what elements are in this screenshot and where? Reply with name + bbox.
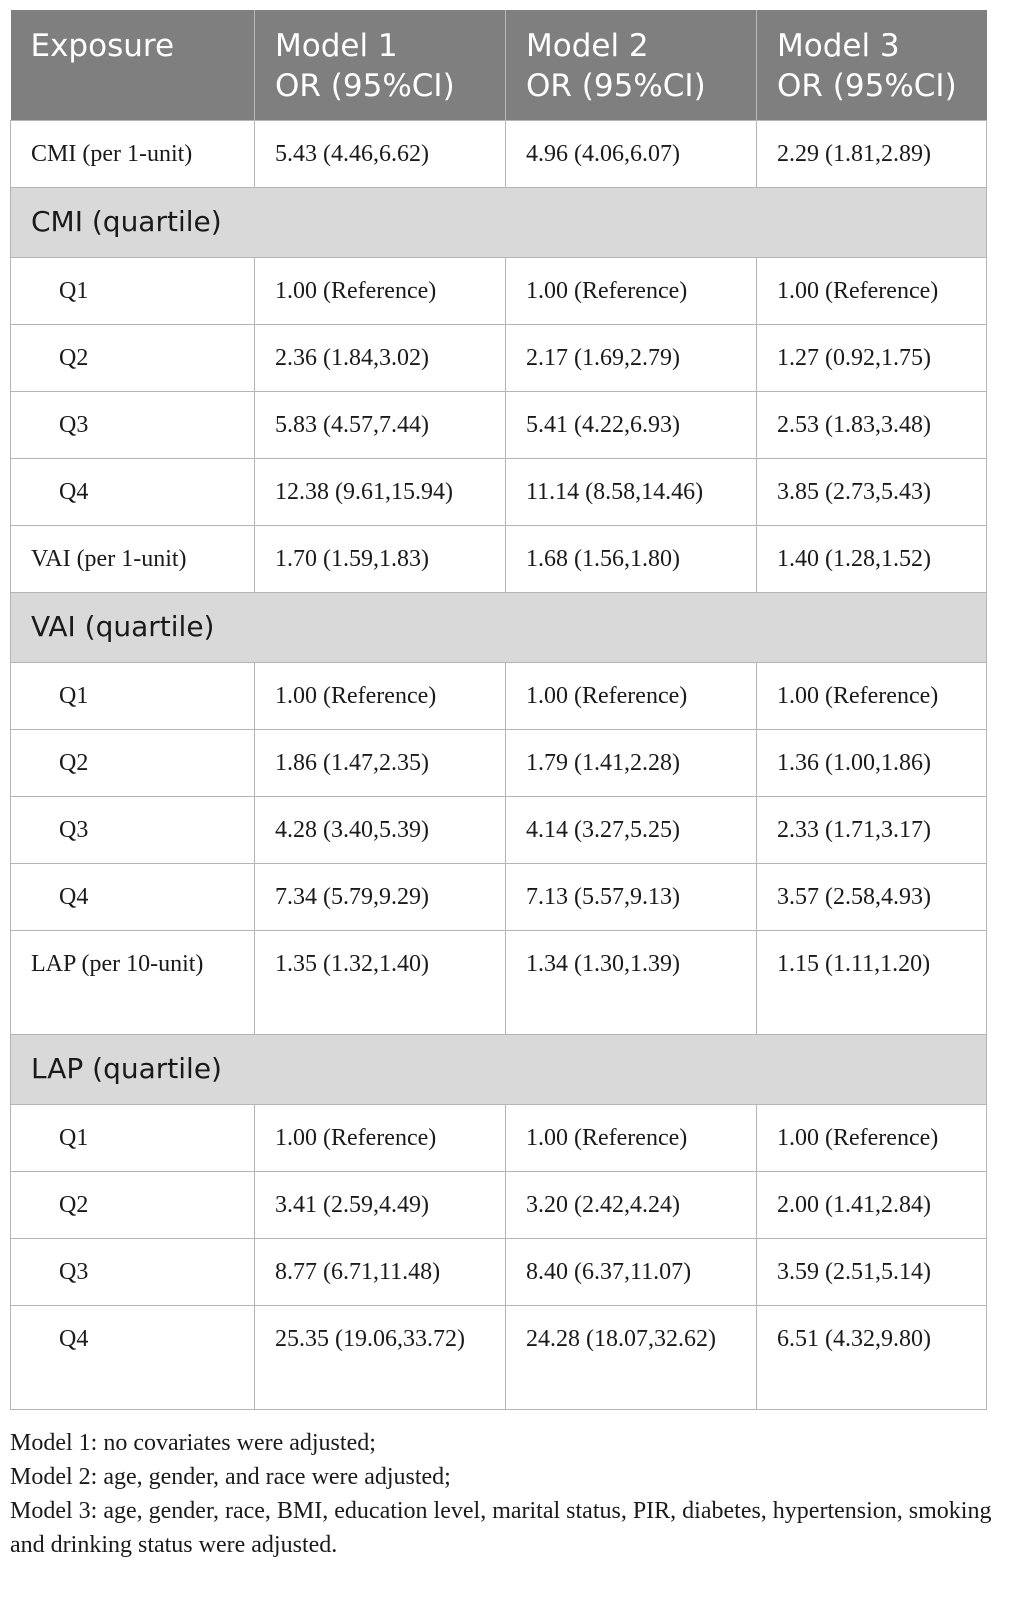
model-2-cell: 11.14 (8.58,14.46) xyxy=(506,459,757,526)
model-2-cell: 3.20 (2.42,4.24) xyxy=(506,1172,757,1239)
table-row xyxy=(11,1105,987,1172)
footnote-model-2: Model 2: age, gender, and race were adjusted; xyxy=(10,1464,451,1490)
model-1-cell: 2.36 (1.84,3.02) xyxy=(255,325,506,392)
table-row xyxy=(11,797,987,864)
model-2-cell: 1.00 (Reference) xyxy=(506,1105,757,1172)
model-1-cell: 5.43 (4.46,6.62) xyxy=(255,121,506,188)
table-row xyxy=(11,258,987,325)
model-1-cell: 1.35 (1.32,1.40) xyxy=(255,931,506,1035)
exposure-cell: VAI (per 1-unit) xyxy=(11,526,255,593)
section-label: VAI (quartile) xyxy=(11,593,987,663)
header-exposure xyxy=(11,10,255,121)
model-2-cell: 7.13 (5.57,9.13) xyxy=(506,864,757,931)
model-1-cell: 25.35 (19.06,33.72) xyxy=(255,1306,506,1410)
header-line1: Model 2 xyxy=(526,28,649,64)
model-3-cell: 2.29 (1.81,2.89) xyxy=(757,121,987,188)
model-3-cell: 3.85 (2.73,5.43) xyxy=(757,459,987,526)
exposure-cell: Q3 xyxy=(11,392,255,459)
model-1-cell: 1.00 (Reference) xyxy=(255,258,506,325)
model-1-cell: 8.77 (6.71,11.48) xyxy=(255,1239,506,1306)
model-3-cell: 1.40 (1.28,1.52) xyxy=(757,526,987,593)
model-3-cell: 2.33 (1.71,3.17) xyxy=(757,797,987,864)
model-2-cell: 8.40 (6.37,11.07) xyxy=(506,1239,757,1306)
exposure-cell: Q4 xyxy=(11,459,255,526)
model-2-cell: 1.34 (1.30,1.39) xyxy=(506,931,757,1035)
exposure-cell: LAP (per 10-unit) xyxy=(11,931,255,1035)
model-2-cell: 4.96 (4.06,6.07) xyxy=(506,121,757,188)
table-row xyxy=(11,663,987,730)
model-1-cell: 1.00 (Reference) xyxy=(255,663,506,730)
results-table-container xyxy=(10,10,986,1410)
exposure-cell: Q1 xyxy=(11,663,255,730)
model-3-cell: 1.36 (1.00,1.86) xyxy=(757,730,987,797)
model-3-cell: 1.00 (Reference) xyxy=(757,258,987,325)
header-line2: OR (95%CI) xyxy=(275,68,455,104)
model-1-cell: 1.86 (1.47,2.35) xyxy=(255,730,506,797)
header-line1: Exposure xyxy=(30,28,175,64)
model-1-cell: 1.70 (1.59,1.83) xyxy=(255,526,506,593)
model-3-cell: 3.59 (2.51,5.14) xyxy=(757,1239,987,1306)
exposure-cell: Q4 xyxy=(11,1306,255,1410)
model-1-cell: 7.34 (5.79,9.29) xyxy=(255,864,506,931)
table-row xyxy=(11,864,987,931)
model-3-cell: 1.00 (Reference) xyxy=(757,1105,987,1172)
model-1-cell: 5.83 (4.57,7.44) xyxy=(255,392,506,459)
model-3-cell: 1.27 (0.92,1.75) xyxy=(757,325,987,392)
model-2-cell: 1.00 (Reference) xyxy=(506,663,757,730)
table-row xyxy=(11,459,987,526)
model-2-cell: 4.14 (3.27,5.25) xyxy=(506,797,757,864)
model-2-cell: 1.79 (1.41,2.28) xyxy=(506,730,757,797)
model-3-cell: 3.57 (2.58,4.93) xyxy=(757,864,987,931)
header-model-2 xyxy=(506,10,757,121)
model-2-cell: 2.17 (1.69,2.79) xyxy=(506,325,757,392)
header-line2: OR (95%CI) xyxy=(777,68,957,104)
table-row xyxy=(11,730,987,797)
model-3-cell: 2.53 (1.83,3.48) xyxy=(757,392,987,459)
header-line2: OR (95%CI) xyxy=(526,68,706,104)
model-3-cell: 1.00 (Reference) xyxy=(757,663,987,730)
table-row xyxy=(11,1172,987,1239)
footnote-model-3: Model 3: age, gender, race, BMI, education level, marital status, PIR, diabetes, hypertension, smoking and drinking status were adjusted. xyxy=(10,1498,992,1558)
exposure-cell: Q2 xyxy=(11,325,255,392)
model-1-cell: 4.28 (3.40,5.39) xyxy=(255,797,506,864)
exposure-cell: Q1 xyxy=(11,258,255,325)
model-1-cell: 3.41 (2.59,4.49) xyxy=(255,1172,506,1239)
model-2-cell: 5.41 (4.22,6.93) xyxy=(506,392,757,459)
header-model-1 xyxy=(255,10,506,121)
table-footnotes xyxy=(10,1426,1000,1562)
table-row xyxy=(11,392,987,459)
table-row xyxy=(11,325,987,392)
model-2-cell: 1.68 (1.56,1.80) xyxy=(506,526,757,593)
table-row xyxy=(11,1306,987,1410)
model-3-cell: 6.51 (4.32,9.80) xyxy=(757,1306,987,1410)
model-1-cell: 12.38 (9.61,15.94) xyxy=(255,459,506,526)
exposure-cell: Q3 xyxy=(11,797,255,864)
table-row xyxy=(11,526,987,593)
exposure-cell: Q3 xyxy=(11,1239,255,1306)
model-3-cell: 1.15 (1.11,1.20) xyxy=(757,931,987,1035)
header-line1: Model 3 xyxy=(777,28,900,64)
exposure-cell: Q2 xyxy=(11,1172,255,1239)
exposure-cell: Q2 xyxy=(11,730,255,797)
odds-ratio-table xyxy=(10,10,987,1410)
model-2-cell: 1.00 (Reference) xyxy=(506,258,757,325)
section-header-row xyxy=(11,1035,987,1105)
table-row xyxy=(11,1239,987,1306)
model-2-cell: 24.28 (18.07,32.62) xyxy=(506,1306,757,1410)
exposure-cell: Q4 xyxy=(11,864,255,931)
exposure-cell: Q1 xyxy=(11,1105,255,1172)
model-3-cell: 2.00 (1.41,2.84) xyxy=(757,1172,987,1239)
table-body xyxy=(11,121,987,1410)
table-row xyxy=(11,931,987,1035)
exposure-cell: CMI (per 1-unit) xyxy=(11,121,255,188)
header-line1: Model 1 xyxy=(275,28,398,64)
header-model-3 xyxy=(757,10,987,121)
table-header-row xyxy=(11,10,987,121)
table-row xyxy=(11,121,987,188)
model-1-cell: 1.00 (Reference) xyxy=(255,1105,506,1172)
section-label: CMI (quartile) xyxy=(11,188,987,258)
section-label: LAP (quartile) xyxy=(11,1035,987,1105)
footnote-model-1: Model 1: no covariates were adjusted; xyxy=(10,1430,376,1456)
section-header-row xyxy=(11,188,987,258)
section-header-row xyxy=(11,593,987,663)
